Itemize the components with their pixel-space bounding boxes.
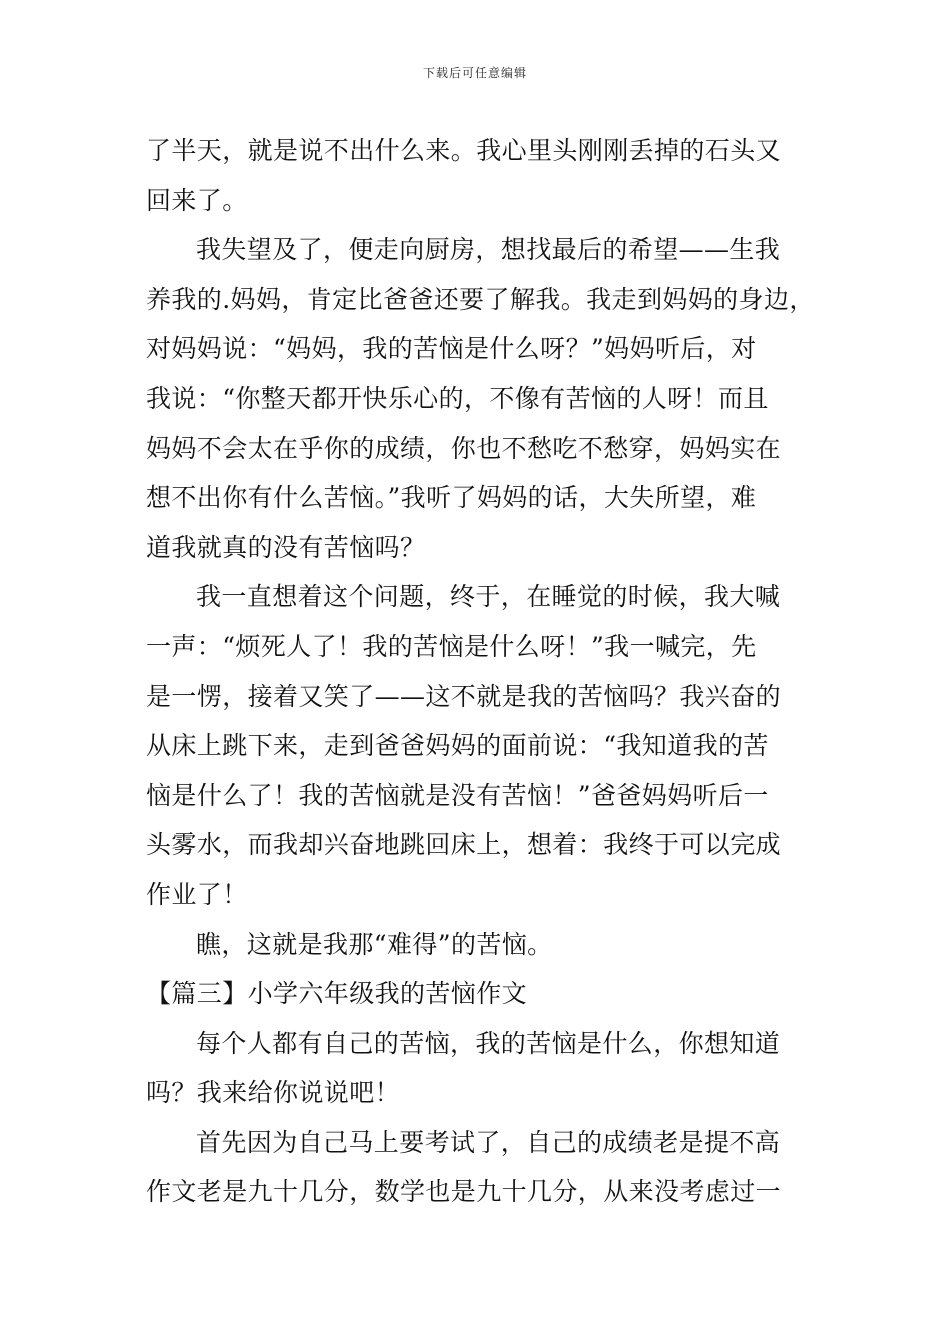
text-line: 了半天，就是说不出什么来。我心里头刚刚丢掉的石头又 — [146, 136, 782, 165]
text-line: 吗？我来给你说说吧！ — [146, 1078, 401, 1108]
text-line: 我一直想着这个问题，终于，在睡觉的时候，我大喊 — [196, 582, 781, 612]
text-line: 我失望及了，便走向厨房，想找最后的希望——生我 — [196, 235, 781, 265]
text-line: 从床上跳下来，走到爸爸妈妈的面前说：“我知道我的苦 — [146, 731, 769, 761]
page-header-note: 下载后可任意编辑 — [422, 66, 527, 80]
article-body — [146, 126, 816, 1217]
text-line: 想不出你有什么苦恼。”我听了妈妈的话，大失所望，难 — [146, 483, 757, 513]
text-line: 每个人都有自己的苦恼，我的苦恼是什么，你想知道 — [196, 1028, 781, 1058]
text-line: 作业了！ — [146, 879, 248, 909]
text-line: 是一愣，接着又笑了——这不就是我的苦恼吗？我兴奋的 — [146, 681, 782, 711]
text-line: 头雾水，而我却兴奋地跳回床上，想着：我终于可以完成 — [146, 830, 782, 860]
text-line: 【篇三】小学六年级我的苦恼作文 — [146, 979, 528, 1009]
text-line: 首先因为自己马上要考试了，自己的成绩老是提不高 — [196, 1127, 781, 1157]
text-line: 我说：“你整天都开快乐心的，不像有苦恼的人呀！而且 — [146, 383, 769, 413]
text-line: 养我的.妈妈，肯定比爸爸还要了解我。我走到妈妈的身边， — [146, 284, 815, 314]
text-line: 瞧，这就是我那“难得”的苦恼。 — [196, 929, 553, 959]
text-line: 恼是什么了！我的苦恼就是没有苦恼！”爸爸妈妈听后一 — [146, 780, 769, 810]
text-line: 道我就真的没有苦恼吗？ — [146, 532, 426, 562]
text-line: 妈妈不会太在乎你的成绩，你也不愁吃不愁穿，妈妈实在 — [146, 433, 782, 463]
text-line: 作文老是九十几分，数学也是九十几分，从来没考虑过一 — [146, 1177, 782, 1207]
text-line: 对妈妈说：“妈妈，我的苦恼是什么呀？”妈妈听后，对 — [146, 334, 757, 364]
text-line: 一声：“烦死人了！我的苦恼是什么呀！”我一喊完，先 — [146, 631, 757, 661]
text-line: 回来了。 — [146, 185, 248, 215]
